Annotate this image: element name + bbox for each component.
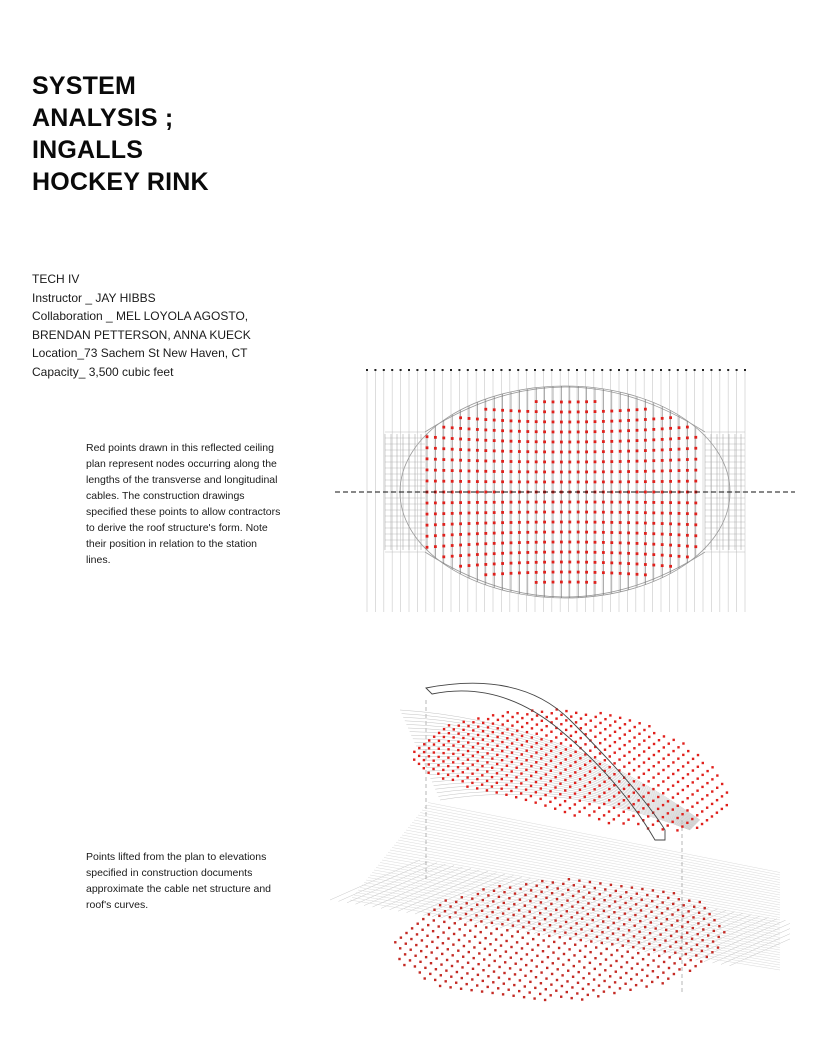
reflected-ceiling-plan-figure xyxy=(335,362,795,618)
title-line: INGALLS xyxy=(32,136,144,164)
capacity: Capacity_ 3,500 cubic feet xyxy=(32,364,174,379)
page-title xyxy=(32,70,209,198)
collaboration-continued: BRENDAN PETTERSON, ANNA KUECK xyxy=(32,327,251,342)
axonometric-caption: Points lifted from the plan to elevations specified in construction documents approximate the cable net structure and roof's curves. xyxy=(86,850,272,911)
location: Location_73 Sachem St New Haven, CT xyxy=(32,346,248,360)
course: TECH IV xyxy=(32,272,80,286)
collaboration: Collaboration _ MEL LOYOLA AGOSTO, xyxy=(32,309,249,323)
title-line: ANALYSIS ; xyxy=(32,104,174,132)
instructor: Instructor _ JAY HIBBS xyxy=(32,290,156,305)
plan-caption: Red points drawn in this reflected ceiling plan represent nodes occurring along the lengths of the transverse and longitudinal cables. The construction drawings specified these points to allow contractors to derive the roof structure's form. Note their position in relation to the station lines. xyxy=(86,441,281,566)
title-line: HOCKEY RINK xyxy=(32,168,209,196)
project-info xyxy=(32,270,251,381)
axonometric-figure xyxy=(320,680,790,1030)
title-line: SYSTEM xyxy=(32,72,136,100)
